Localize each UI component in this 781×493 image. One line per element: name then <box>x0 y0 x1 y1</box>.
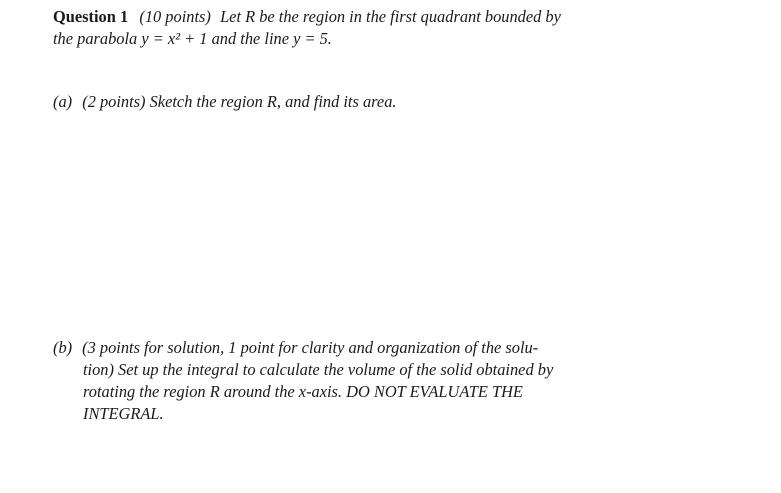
part-a <box>53 91 653 113</box>
part-b-line-2: tion) Set up the integral to calculate the volume of the solid obtained by <box>83 360 554 379</box>
part-b-text-1: (3 points for solution, 1 point for clarity and organization of the solu- <box>82 338 539 357</box>
question-points: (10 points) <box>139 7 211 26</box>
question-1 <box>53 6 643 50</box>
question-text-line-1: Let R be the region in the first quadrant bounded by <box>220 7 561 26</box>
question-line-1 <box>53 6 643 28</box>
part-b-line-1 <box>53 337 643 359</box>
part-b-label: (b) <box>53 338 73 357</box>
part-b-line-3: rotating the region R around the x-axis. DO NOT EVALUATE THE <box>83 382 523 401</box>
part-a-label: (a) <box>53 92 73 111</box>
part-b <box>53 337 643 425</box>
question-text-line-2: the parabola y = x² + 1 and the line y = 5. <box>53 29 332 48</box>
part-b-line-4: INTEGRAL. <box>83 404 164 423</box>
question-title: Question 1 <box>53 7 129 26</box>
part-a-text: (2 points) Sketch the region R, and find its area. <box>82 92 397 111</box>
